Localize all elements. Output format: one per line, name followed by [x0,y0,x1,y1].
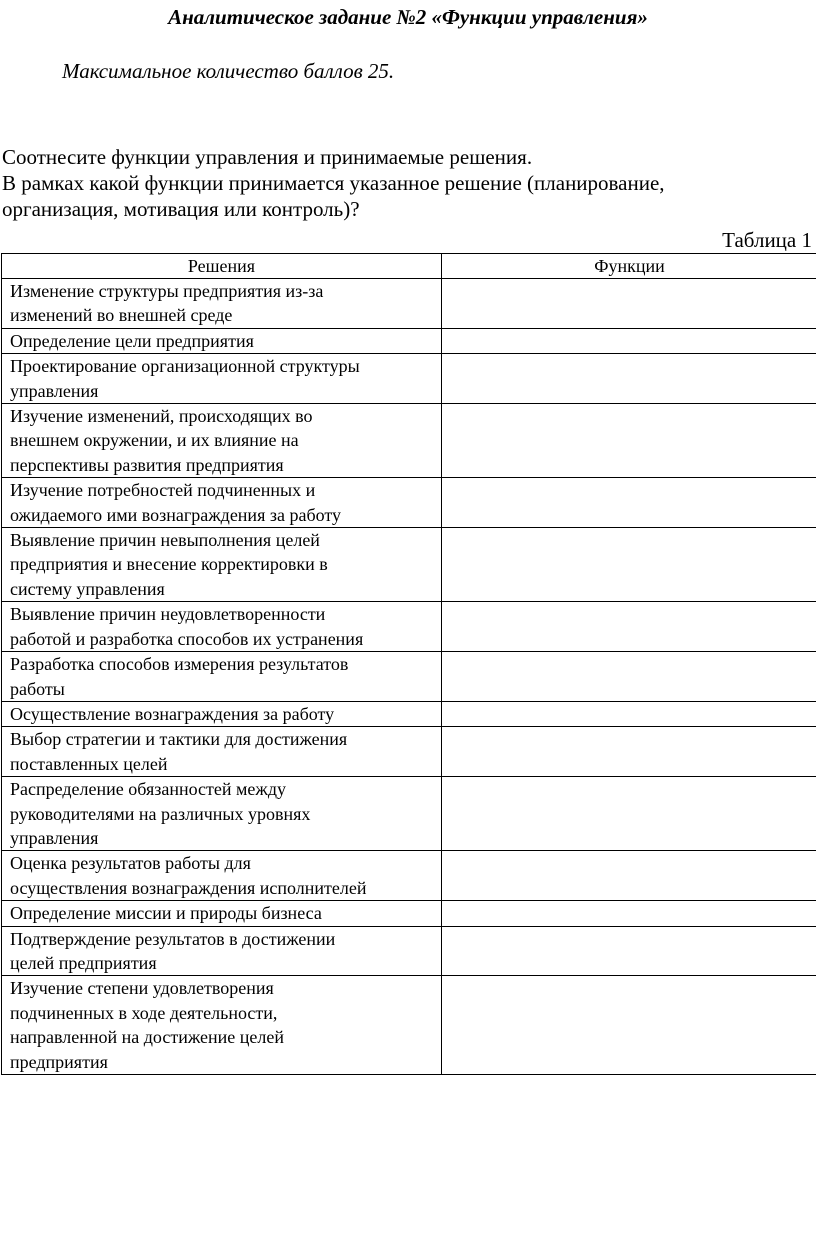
decision-cell [2,652,442,702]
function-answer-cell[interactable] [442,777,816,851]
table-body [2,279,816,1075]
decision-cell [2,354,442,404]
table-row [2,652,816,702]
function-answer-cell[interactable] [442,279,816,329]
decision-text-line: работой и разработка способов их устранения [10,628,364,649]
decision-text-line: Осуществление вознаграждения за работу [10,703,335,724]
decision-text-line: Выявление причин неудовлетворенности [10,604,326,625]
decision-text-line: Распределение обязанностей между [10,779,287,800]
max-score-text: Максимальное количество баллов 25. [62,59,395,83]
table-row [2,777,816,851]
decision-text-line: управления [10,827,99,848]
function-answer-cell[interactable] [442,354,816,404]
decision-text-line: ожидаемого ими вознаграждения за работу [10,504,341,525]
decision-text-line: Определение миссии и природы бизнеса [10,903,322,924]
decision-cell [2,777,442,851]
decision-text-line: предприятия и внесение корректировки в [10,554,328,575]
header-functions: Функции [442,254,816,279]
function-answer-cell[interactable] [442,926,816,976]
table-row [2,328,816,353]
document-title: Аналитическое задание №2 «Функции управления» [168,5,648,29]
function-answer-cell[interactable] [442,652,816,702]
decision-text-line: целей предприятия [10,952,157,973]
decision-text-line: Изучение потребностей подчиненных и [10,480,316,501]
decision-text-line: Определение цели предприятия [10,330,254,351]
function-answer-cell[interactable] [442,528,816,602]
table-row [2,901,816,926]
decision-text-line: управления [10,380,99,401]
decision-text-line: поставленных целей [10,753,168,774]
decision-text-line: Изучение степени удовлетворения [10,978,274,999]
decision-text-line: систему управления [10,578,165,599]
table-row [2,851,816,901]
decision-cell [2,976,442,1075]
instruction-line: организация, мотивация или контроль)? [2,197,360,221]
function-answer-cell[interactable] [442,404,816,478]
header-decisions: Решения [2,254,442,279]
decision-text-line: перспективы развития предприятия [10,454,284,475]
decision-text-line: Проектирование организационной структуры [10,356,360,377]
function-answer-cell[interactable] [442,701,816,726]
instruction-line: В рамках какой функции принимается указанное решение (планирование, [2,171,665,195]
decision-text-line: осуществления вознаграждения исполнителей [10,877,367,898]
table-caption: Таблица 1 [722,228,812,252]
decisions-functions-table [1,253,816,1075]
decision-cell [2,727,442,777]
function-answer-cell[interactable] [442,901,816,926]
decision-cell [2,851,442,901]
decision-cell [2,478,442,528]
function-answer-cell[interactable] [442,328,816,353]
decision-text-line: Изменение структуры предприятия из-за [10,281,324,301]
decision-text-line: предприятия [10,1051,108,1072]
decision-cell [2,926,442,976]
table-row [2,602,816,652]
decision-text-line: Изучение изменений, происходящих во [10,406,313,427]
decision-cell [2,602,442,652]
decision-text-line: Оценка результатов работы для [10,853,251,874]
decision-text-line: Выбор стратегии и тактики для достижения [10,729,348,750]
table-header-row [2,254,816,279]
decision-cell [2,901,442,926]
decision-text-line: Выявление причин невыполнения целей [10,530,320,551]
decision-cell [2,701,442,726]
table-row [2,976,816,1075]
table-row [2,701,816,726]
decision-cell [2,328,442,353]
table-row [2,926,816,976]
function-answer-cell[interactable] [442,976,816,1075]
decision-text-line: работы [10,678,65,699]
decision-text-line: изменений во внешней среде [10,305,233,326]
decision-text-line: Подтверждение результатов в достижении [10,928,336,949]
table-row [2,528,816,602]
table-row [2,279,816,329]
decision-text-line: подчиненных в ходе деятельности, [10,1002,278,1023]
function-answer-cell[interactable] [442,851,816,901]
decision-cell [2,404,442,478]
decision-cell [2,279,442,329]
function-answer-cell[interactable] [442,727,816,777]
instructions [2,144,814,222]
instruction-line: Соотнесите функции управления и принимаемые решения. [2,145,533,169]
table-row [2,727,816,777]
table-row [2,478,816,528]
decision-text-line: внешнем окружении, и их влияние на [10,430,299,451]
decision-text-line: руководителями на различных уровнях [10,803,311,824]
function-answer-cell[interactable] [442,602,816,652]
decision-text-line: направленной на достижение целей [10,1027,285,1048]
table-row [2,354,816,404]
decision-cell [2,528,442,602]
function-answer-cell[interactable] [442,478,816,528]
decision-text-line: Разработка способов измерения результатов [10,654,349,675]
table-row [2,404,816,478]
